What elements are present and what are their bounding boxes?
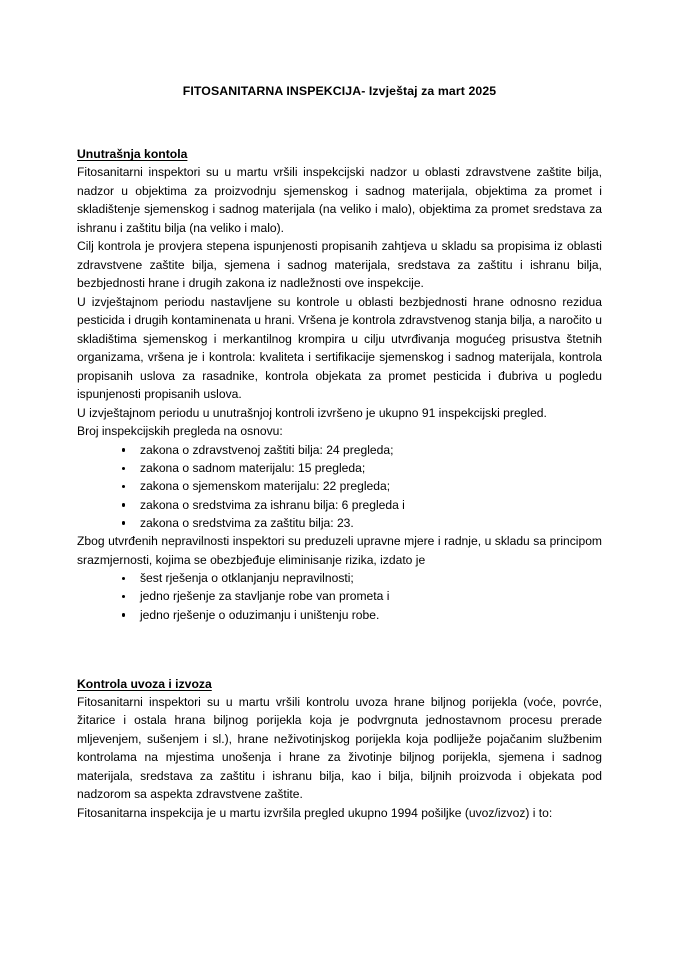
list-intro-inspection-basis: Broj inspekcijskih pregleda na osnovu: bbox=[77, 424, 283, 439]
list-administrative-measures bbox=[77, 569, 602, 624]
paragraph-total-shipments: Fitosanitarna inspekcija je u martu izvršila pregled ukupno 1994 pošiljke (uvoz/izvoz) i to: bbox=[77, 805, 553, 820]
section-heading-kontrola-uvoza-i-izvoza: Kontrola uvoza i izvoza bbox=[77, 676, 212, 691]
document-title: FITOSANITARNA INSPEKCIJA- Izvještaj za mart 2025 bbox=[182, 84, 497, 98]
paragraph-total-inspections: U izvještajnom periodu u unutrašnjoj kontroli izvršeno je ukupno 91 inspekcijski pregled. bbox=[77, 405, 547, 420]
list-item: jedno rješenje za stavljanje robe van prometa i bbox=[77, 587, 602, 605]
list-intro-administrative-measures: Zbog utvrđenih nepravilnosti inspektori su preduzeli upravne mjere i radnje, u skladu sa principom srazmjernosti, kojima se obezbjeđuje eliminisanje rizika, izdato je bbox=[77, 534, 602, 567]
section-unutrasnja-kontola bbox=[77, 145, 602, 624]
list-item: zakona o sredstvima za zaštitu bilja: 23. bbox=[77, 514, 602, 532]
paragraph-reporting-period-controls: U izvještajnom periodu nastavljene su kontrole u oblasti bezbjednosti hrane odnosno rezidua pesticida i drugih kontaminenata u hrani. Vršena je kontrola zdravstvenog stanja bilja, a naročito u skladištima sjemenskog i merkantilnog krompira u cilju utvrđivanja mogućeg prisustva štetnih organizama, vršena je i kontrola: kvaliteta i sertifikacije sjemenskog i sadnog materijala, kontrola propisanih uslova za rasadnike, kontrola objekata za promet pesticida i đubriva u pogledu ispunjenosti propisanih uslova. bbox=[77, 294, 602, 402]
paragraph-inspection-scope: Fitosanitarni inspektori su u martu vršili inspekcijski nadzor u oblasti zdravstvene zaštite bilja, nadzor u objektima za proizvodnju sjemenskog i sadnog materijala, objektima za promet i skladištenje sjemenskog i sadnog materijala (na veliko i malo), objektima za promet sredstava za ishranu i zaštitu bilja (na veliko i malo). bbox=[77, 165, 602, 235]
list-item: zakona o zdravstvenoj zaštiti bilja: 24 pregleda; bbox=[77, 441, 602, 459]
section-heading-unutrasnja-kontola: Unutrašnja kontola bbox=[77, 147, 188, 162]
section-kontrola-uvoza-i-izvoza bbox=[77, 675, 602, 823]
list-item: zakona o sjemenskom materijalu: 22 pregleda; bbox=[77, 477, 602, 495]
section-heading-wrapper bbox=[77, 145, 602, 163]
list-item: zakona o sadnom materijalu: 15 pregleda; bbox=[77, 459, 602, 477]
list-item: šest rješenja o otklanjanju nepravilnosti; bbox=[77, 569, 602, 587]
list-inspection-basis bbox=[77, 441, 602, 532]
paragraph-control-goal: Cilj kontrola je provjera stepena ispunjenosti propisanih zahtjeva u skladu sa propisima iz oblasti zdravstvene zaštite bilja, sjemena i sadnog materijala, sredstava za zaštitu i ishranu bilja, bezbjednosti hrane i drugih zakona iz nadležnosti ove inspekcije. bbox=[77, 239, 602, 291]
list-item: jedno rješenje o oduzimanju i uništenju robe. bbox=[77, 606, 602, 624]
paragraph-import-control-scope: Fitosanitarni inspektori su u martu vršili kontrolu uvoza hrane biljnog porijekla (voće, povrće, žitarice i ostala hrana biljnog porijekla koja je podvrgnuta jednostavnom procesu prerade mljevenjem, sušenjem i sl.), hrane neživotinjskog porijekla koja podliježe pojačanim službenim kontrolama na mjestima unošenja i hrane za životinje biljnog porijekla, sjemena i sadnog materijala, sredstava za zaštitu i ishranu bilja, kao i bilja, biljnih proizvoda i objekata pod nadzorom sa aspekta zdravstvene zaštite. bbox=[77, 694, 602, 802]
list-item: zakona o sredstvima za ishranu bilja: 6 pregleda i bbox=[77, 496, 602, 514]
section-heading-wrapper bbox=[77, 675, 602, 693]
